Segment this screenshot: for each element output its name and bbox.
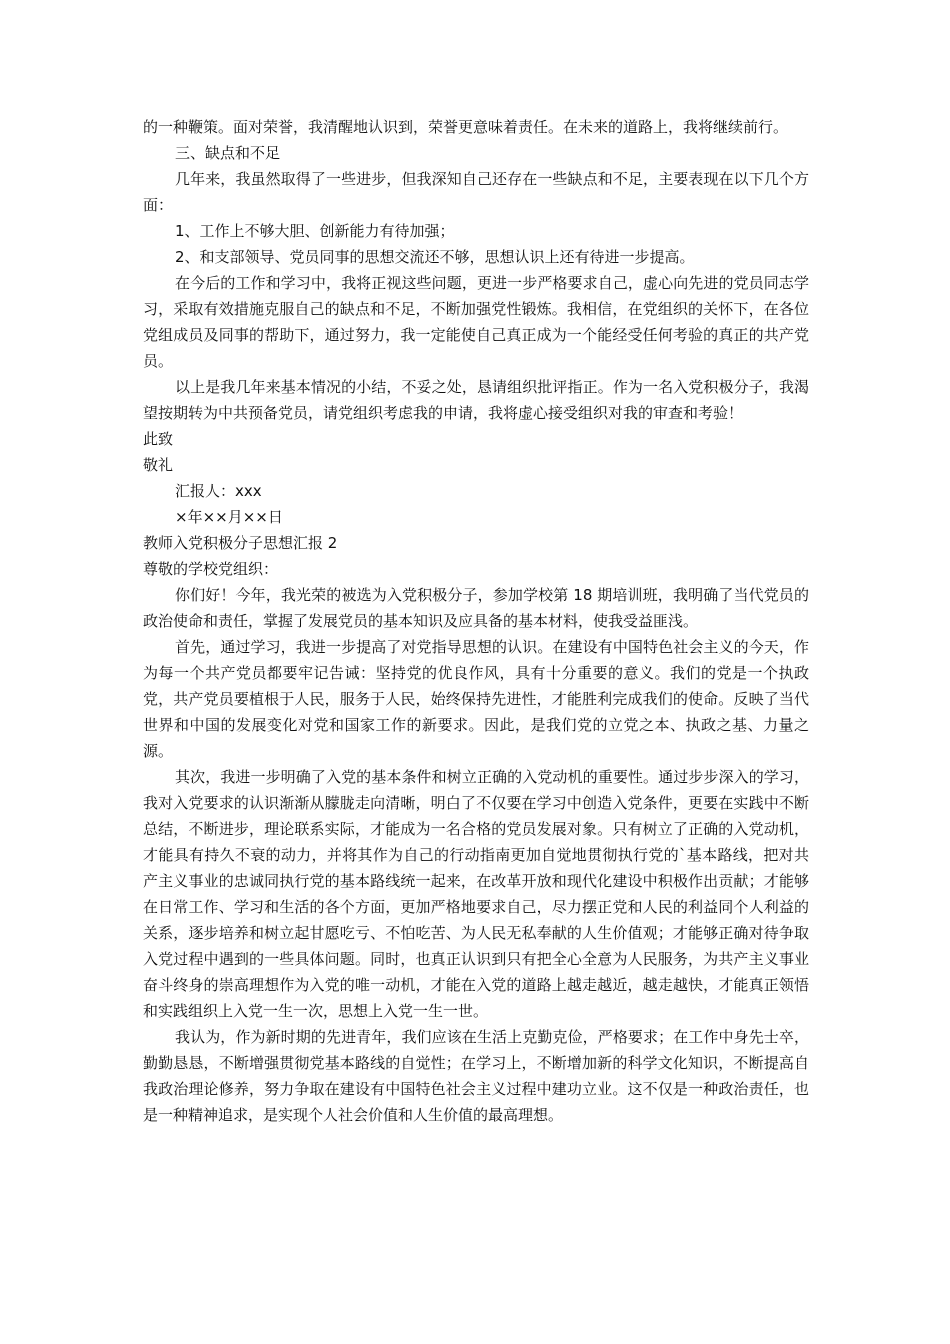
paragraph: 以上是我几年来基本情况的小结，不妥之处，恳请组织批评指正。作为一名入党积极分子，我渴望按期转为中共预备党员，请党组织考虑我的申请，我将虚心接受组织对我的审查和考验！ bbox=[143, 378, 809, 422]
reporter-name: 汇报人：xxx bbox=[175, 482, 262, 500]
salutation: 尊敬的学校党组织： bbox=[143, 560, 279, 578]
list-item: 2、和支部领导、党员同事的思想交流还不够，思想认识上还有待进一步提高。 bbox=[175, 248, 695, 266]
paragraph: 其次，我进一步明确了入党的基本条件和树立正确的入党动机的重要性。通过步步深入的学习，我对入党要求的认识渐渐从朦胧走向清晰，明白了不仅要在学习中创造入党条件，更要在实践中不断总结，不断进步，理论联系实际，才能成为一名合格的党员发展对象。只有树立了正确的入党动机，才能具有持久不衰的动力，并将其作为自己的行动指南更加自觉地贯彻执行党的`基本路线，把对共产主义事业的忠诚同执行党的基本路线统一起来，在改革开放和现代化建设中积极作出贡献；才能够在日常工作、学习和生活的各个方面，更加严格地要求自己，尽力摆正党和人民的利益同个人利益的关系，逐步培养和树立起甘愿吃亏、不怕吃苦、为人民无私奉献的人生价值观；才能够正确对待争取入党过程中遇到的一些具体问题。同时，也真正认识到只有把全心全意为人民服务，为共产主义事业奋斗终身的崇高理想作为入党的唯一动机，才能在入党的道路上越走越近，越走越快，才能真正领悟和实践组织上入党一生一次，思想上入党一生一世。 bbox=[143, 768, 809, 1020]
paragraph: 在今后的工作和学习中，我将正视这些问题，更进一步严格要求自己，虚心向先进的党员同志学习，采取有效措施克服自己的缺点和不足，不断加强党性锻炼。我相信，在党组织的关怀下，在各位党组成员及同事的帮助下，通过努力，我一定能使自己真正成为一个能经受任何考验的真正的共产党员。 bbox=[143, 274, 809, 370]
paragraph: 你们好！今年，我光荣的被选为入党积极分子，参加学校第 18 期培训班，我明确了当代党员的政治使命和责任，掌握了发展党员的基本知识及应具备的基本材料，使我受益匪浅。 bbox=[143, 586, 809, 630]
paragraph: 几年来，我虽然取得了一些进步，但我深知自己还存在一些缺点和不足，主要表现在以下几个方面： bbox=[143, 170, 809, 214]
paragraph: 的一种鞭策。面对荣誉，我清醒地认识到，荣誉更意味着责任。在未来的道路上，我将继续前行。 bbox=[143, 118, 789, 136]
section-heading: 三、缺点和不足 bbox=[175, 144, 281, 162]
section-title: 教师入党积极分子思想汇报 2 bbox=[143, 534, 338, 552]
closing-line: 此致 bbox=[143, 430, 174, 448]
report-date: ×年××月××日 bbox=[175, 508, 283, 526]
paragraph: 我认为，作为新时期的先进青年，我们应该在生活上克勤克俭，严格要求；在工作中身先士卒，勤勤恳恳，不断增强贯彻党基本路线的自觉性；在学习上，不断增加新的科学文化知识，不断提高自我政治理论修养，努力争取在建设有中国特色社会主义过程中建功立业。这不仅是一种政治责任，也是一种精神追求，是实现个人社会价值和人生价值的最高理想。 bbox=[143, 1028, 809, 1124]
closing-salute: 敬礼 bbox=[143, 456, 174, 474]
list-item: 1、工作上不够大胆、创新能力有待加强； bbox=[175, 222, 455, 240]
document-page bbox=[143, 114, 809, 1128]
paragraph: 首先，通过学习，我进一步提高了对党指导思想的认识。在建设有中国特色社会主义的今天，作为每一个共产党员都要牢记告诫：坚持党的优良作风，具有十分重要的意义。我们的党是一个执政党，共产党员要植根于人民，服务于人民，始终保持先进性，才能胜利完成我们的使命。反映了当代世界和中国的发展变化对党和国家工作的新要求。因此，是我们党的立党之本、执政之基、力量之源。 bbox=[143, 638, 809, 760]
